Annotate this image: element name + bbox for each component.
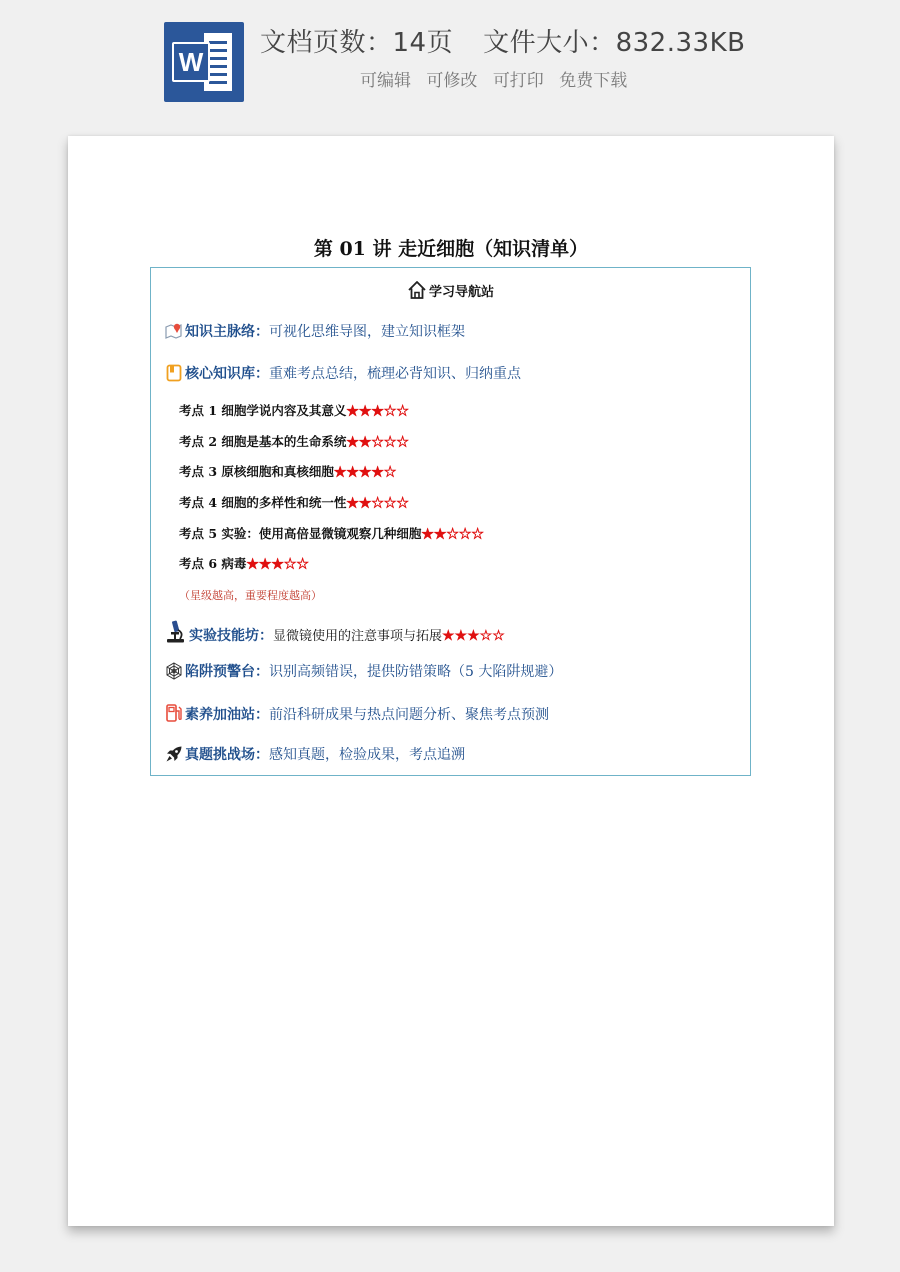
- key-point-row: 考点 3 原核细胞和真核细胞★★★★☆: [179, 464, 397, 479]
- key-point-row: 考点 4 细胞的多样性和统一性★★☆☆☆: [179, 495, 409, 510]
- tag-modifiable: 可修改: [426, 71, 478, 91]
- tag-free-download: 免费下载: [559, 71, 628, 91]
- study-navigation-box: [150, 267, 751, 776]
- star-rating-empty: ☆☆☆: [371, 434, 409, 449]
- home-icon: [407, 280, 427, 300]
- spider-web-icon: [165, 662, 183, 684]
- file-stats: [260, 22, 745, 59]
- document-title: 第 01 讲 走近细胞（知识清单）: [313, 238, 589, 260]
- word-document-icon: [164, 22, 244, 102]
- map-pin-icon: [165, 322, 183, 344]
- star-rating-filled: ★★★: [346, 403, 384, 418]
- nav-header: [151, 280, 750, 300]
- rocket-icon: [165, 745, 183, 767]
- page-count: 文档页数：14页: [260, 28, 454, 58]
- star-rating-filled: ★★: [346, 434, 372, 449]
- download-banner: [0, 0, 900, 130]
- key-point-row: 考点 5 实验：使用高倍显微镜观察几种细胞★★☆☆☆: [179, 526, 484, 541]
- star-rating-filled: ★★★: [246, 556, 284, 571]
- file-size: 文件大小：832.33KB: [483, 28, 746, 58]
- section-trap-warning: 陷阱预警台：识别高频错误，提供防错策略（5 大陷阱规避）: [165, 661, 562, 684]
- section-real-exam: 真题挑战场：感知真题，检验成果，考点追溯: [165, 744, 465, 767]
- section-core-knowledge: 核心知识库：重难考点总结，梳理必背知识、归纳重点: [165, 363, 521, 386]
- section-lab-skills: 实验技能坊：显微镜使用的注意事项与拓展★★★☆☆: [165, 620, 505, 648]
- nav-header-label: 学习导航站: [428, 285, 494, 300]
- section-knowledge-map: 知识主脉络：可视化思维导图，建立知识框架: [165, 321, 465, 344]
- star-rating-empty: ☆☆: [383, 403, 409, 418]
- book-icon: [165, 364, 183, 386]
- star-rating-empty: ☆☆☆: [371, 495, 409, 510]
- key-point-row: 考点 1 细胞学说内容及其意义★★★☆☆: [179, 403, 409, 418]
- star-rating-empty: ☆☆: [283, 556, 309, 571]
- feature-tags: [360, 66, 637, 91]
- star-rating-filled: ★★: [421, 526, 447, 541]
- star-rating-filled: ★★: [346, 495, 372, 510]
- star-rating-empty: ☆☆☆: [446, 526, 484, 541]
- key-point-row: 考点 2 细胞是基本的生命系统★★☆☆☆: [179, 434, 409, 449]
- key-point-row: 考点 6 病毒★★★☆☆: [179, 556, 309, 571]
- microscope-icon: [165, 620, 187, 648]
- star-rating-filled: ★★★: [442, 628, 480, 644]
- fuel-pump-icon: [165, 703, 183, 727]
- section-literacy-station: 素养加油站：前沿科研成果与热点问题分析、聚焦考点预测: [165, 703, 549, 727]
- star-rating-filled: ★★★★: [333, 464, 384, 479]
- document-page: [68, 136, 834, 1226]
- word-logo-letter: W: [172, 42, 210, 82]
- tag-editable: 可编辑: [360, 71, 411, 91]
- star-rating-empty: ☆: [383, 464, 397, 479]
- star-note: （星级越高，重要程度越高）: [179, 589, 322, 602]
- star-rating-empty: ☆☆: [479, 628, 505, 644]
- tag-printable: 可打印: [492, 71, 544, 91]
